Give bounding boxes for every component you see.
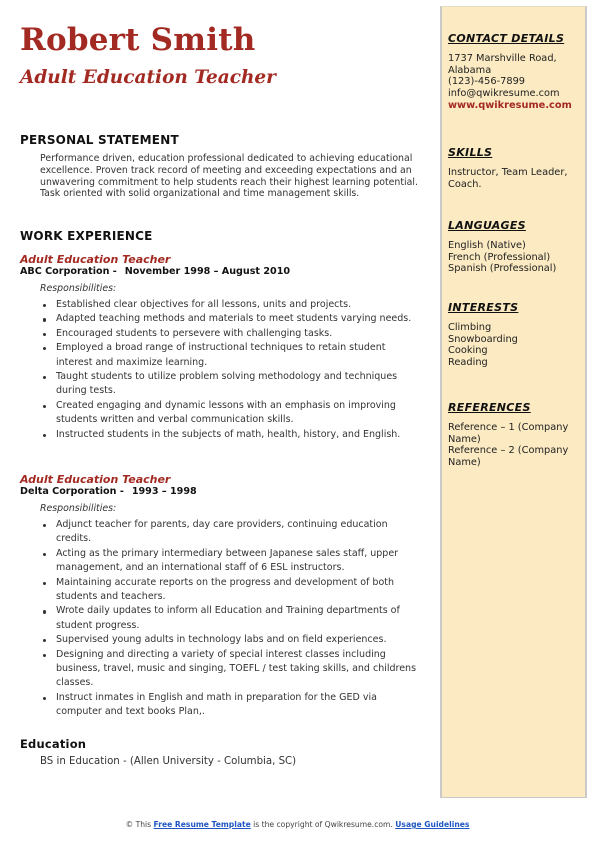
job-1-dates: November 1998 – August 2010 <box>124 266 291 277</box>
list-item: Reference – 2 (Company Name) <box>448 445 569 469</box>
job-2-dates: 1993 – 1998 <box>131 486 197 497</box>
languages-heading: LANGUAGES <box>448 219 526 232</box>
list-item: French (Professional) <box>448 251 551 263</box>
list-item: Supervised young adults in technology labs and on field experiences. <box>40 633 420 647</box>
usage-guidelines-link[interactable]: Usage Guidelines <box>395 820 470 829</box>
list-item: Created engaging and dynamic lessons with an emphasis on improving students written and verbal communication skills. <box>40 399 420 428</box>
list-item: Snowboarding <box>448 333 518 345</box>
personal-statement-text: Performance driven, education professional dedicated to achieving educational excellence. Proven track record of meeting and exceeding expectations and an unwavering commitment to help students reach their highest learning potential. Task oriented with solid organizational and time management skills. <box>40 153 418 200</box>
job-1-bullet-list <box>40 298 420 442</box>
list-item: Employed a broad range of instructional techniques to retain student interest and maximize learning. <box>40 341 420 370</box>
job-2-bullet-list <box>40 518 420 720</box>
list-item: Designing and directing a variety of special interest classes including business, travel, music and singing, TOEFL / test taking skills, and childrens classes. <box>40 648 420 691</box>
job-1-meta <box>20 266 290 277</box>
references-heading: REFERENCES <box>448 401 531 414</box>
job-1-responsibilities-label: Responsibilities: <box>40 283 117 294</box>
contact-details-heading: CONTACT DETAILS <box>448 32 565 45</box>
contact-website-link[interactable]: www.qwikresume.com <box>448 99 572 111</box>
list-item: Spanish (Professional) <box>448 263 557 275</box>
list-item: Reference – 1 (Company Name) <box>448 422 569 445</box>
list-item: Encouraged students to persevere with challenging tasks. <box>40 327 420 341</box>
footer-prefix: © This <box>125 820 152 829</box>
list-item: English (Native) <box>448 240 526 251</box>
interests-heading: INTERESTS <box>448 301 519 314</box>
candidate-name: Robert Smith <box>20 22 256 58</box>
job-title-heading: Adult Education Teacher <box>20 67 276 88</box>
list-item: Acting as the primary intermediary between Japanese sales staff, upper management, and an international staff of 6 ESL instructors. <box>40 547 420 576</box>
list-item: Climbing <box>448 322 492 333</box>
job-1-title: Adult Education Teacher <box>20 253 171 266</box>
list-item: Cooking <box>448 345 488 357</box>
job-2-title: Adult Education Teacher <box>20 473 171 486</box>
contact-address-line-1: 1737 Marshville Road, <box>448 53 557 64</box>
list-item: Wrote daily updates to inform all Education and Training departments of student progress. <box>40 604 420 633</box>
footer-copyright-text: is the copyright of Qwikresume.com. <box>253 820 393 829</box>
free-resume-template-link[interactable]: Free Resume Template <box>153 820 251 829</box>
list-item: Instructed students in the subjects of math, health, history, and English. <box>40 428 420 442</box>
languages-list <box>448 240 580 275</box>
contact-email[interactable]: info@qwikresume.com <box>448 88 560 100</box>
contact-phone: (123)-456-7899 <box>448 76 526 88</box>
contact-details-block <box>448 53 580 112</box>
footer <box>0 820 595 829</box>
list-item: Reading <box>448 357 488 369</box>
list-item: Established clear objectives for all lessons, units and projects. <box>40 298 420 312</box>
job-2-responsibilities-label: Responsibilities: <box>40 503 117 514</box>
references-list <box>448 422 580 469</box>
skills-text: Instructor, Team Leader, Coach. <box>448 167 568 190</box>
list-item: Maintaining accurate reports on the progress and development of both students and teachers. <box>40 576 420 605</box>
list-item: Instruct inmates in English and math in preparation for the GED via computer and text books Plan,. <box>40 691 420 720</box>
list-item: Taught students to utilize problem solving methodology and techniques during tests. <box>40 370 420 399</box>
skills-heading: SKILLS <box>448 146 493 159</box>
job-1-company: ABC Corporation - <box>20 266 117 277</box>
list-item: Adapted teaching methods and materials to meet students varying needs. <box>40 312 420 326</box>
education-heading: Education <box>20 737 87 751</box>
interests-list <box>448 322 580 369</box>
list-item: Adjunct teacher for parents, day care providers, continuing education credits. <box>40 518 420 547</box>
work-experience-heading: WORK EXPERIENCE <box>20 229 153 243</box>
job-2-meta <box>20 486 197 497</box>
personal-statement-heading: PERSONAL STATEMENT <box>20 133 179 147</box>
job-2-company: Delta Corporation - <box>20 486 124 497</box>
education-line: BS in Education - (Allen University - Columbia, SC) <box>40 756 297 767</box>
contact-address-line-2: Alabama <box>448 64 492 76</box>
